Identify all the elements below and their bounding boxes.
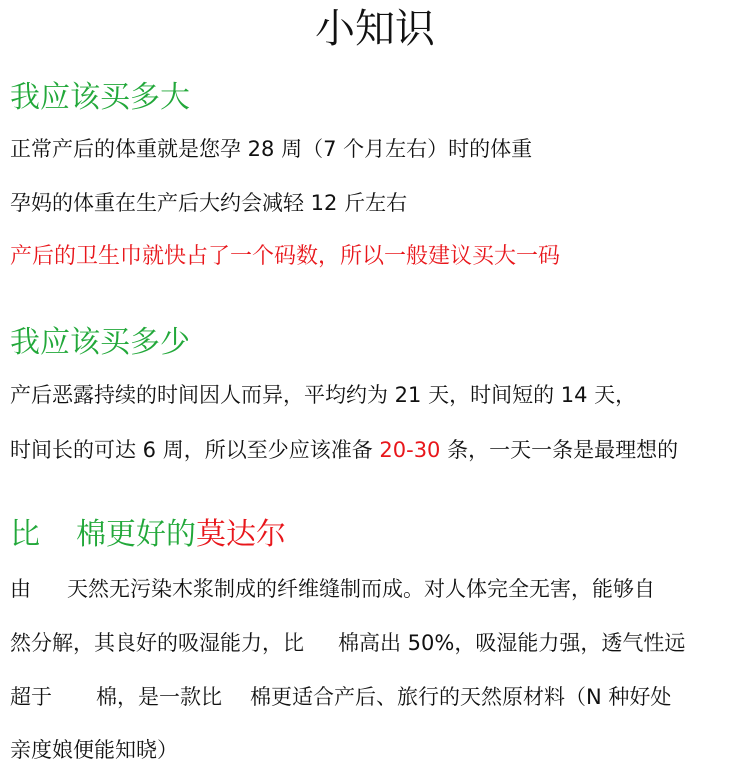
modal-line-4: 亲度娘便能知晓） [10, 738, 178, 762]
quantity-range: 20-30 [379, 438, 441, 462]
quantity-line-2 [10, 435, 678, 465]
page-title: 小知识 [315, 6, 435, 52]
section-heading-modal [10, 515, 286, 555]
modal-line-2 [10, 628, 685, 658]
size-line-2: 孕妈的体重在生产后大约会减轻 12 斤左右 [10, 191, 408, 215]
modal-line-1 [10, 574, 655, 604]
modal-heading-a: 比 [10, 517, 40, 552]
modal-line-2-b: 棉高出 50%，吸湿能力强，透气性远 [338, 631, 686, 655]
section-heading-size: 我应该买多大 [10, 80, 190, 115]
modal-line-1-b: 天然无污染木浆制成的纤维缝制而成。对人体完全无害，能够自 [67, 577, 655, 601]
modal-line-3 [10, 682, 671, 712]
size-line-1: 正常产后的体重就是您孕 28 周（7 个月左右）时的体重 [10, 137, 533, 161]
modal-heading-brand: 莫达尔 [196, 517, 286, 552]
quantity-line-2-c: 条，一天一条是最理想的 [440, 438, 679, 462]
modal-heading-b: 棉更好的 [76, 517, 196, 552]
size-line-3-emphasis: 产后的卫生巾就快占了一个码数，所以一般建议买大一码 [10, 244, 561, 269]
modal-line-1-a: 由 [10, 577, 31, 601]
quantity-line-1: 产后恶露持续的时间因人而异，平均约为 21 天，时间短的 14 天， [10, 383, 637, 407]
section-heading-quantity: 我应该买多少 [10, 325, 190, 360]
modal-line-3-c: 棉更适合产后、旅行的天然原材料（N 种好处 [250, 685, 672, 709]
modal-line-3-b: 棉，是一款比 [96, 685, 222, 709]
quantity-line-2-a: 时间长的可达 6 周，所以至少应该准备 [10, 438, 380, 462]
modal-line-3-a: 超于 [10, 685, 52, 709]
modal-line-2-a: 然分解，其良好的吸湿能力，比 [10, 631, 304, 655]
